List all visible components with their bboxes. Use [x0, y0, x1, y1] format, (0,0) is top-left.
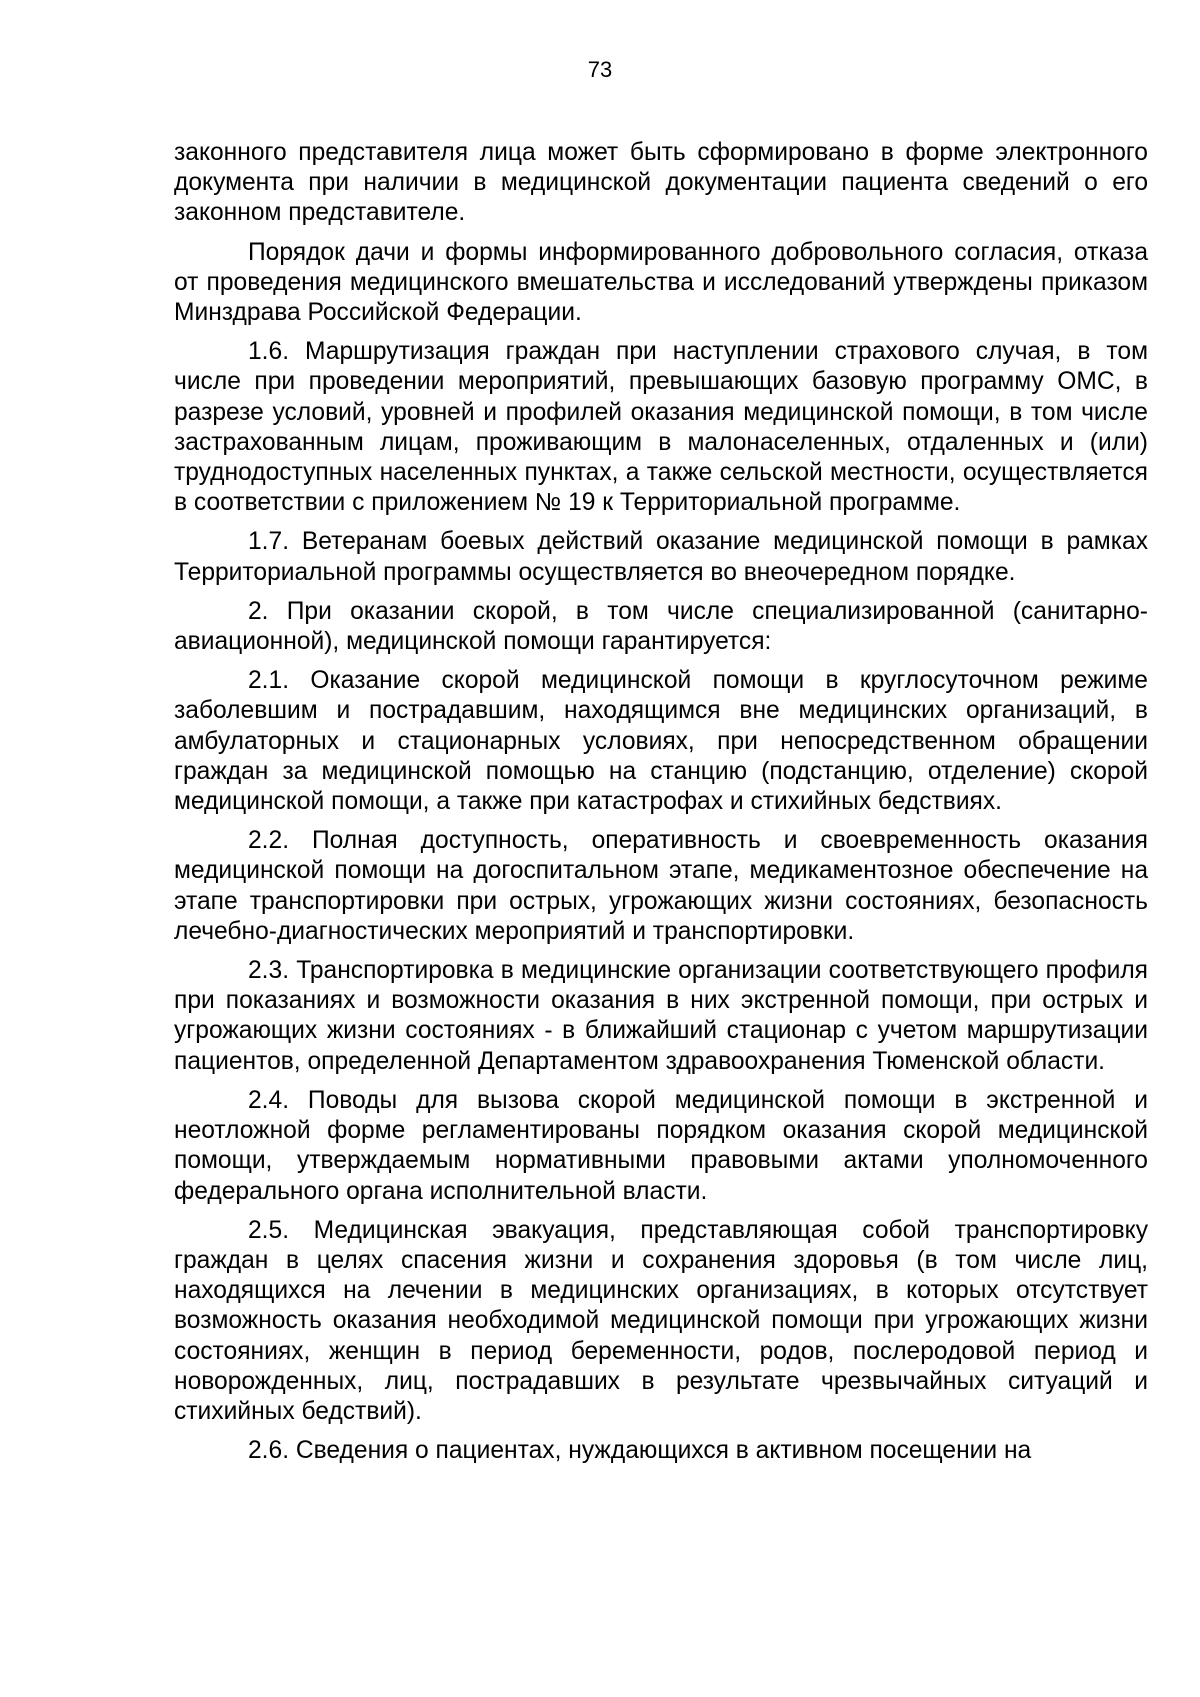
document-body [174, 138, 1148, 1475]
paragraph-2-3: 2.3. Транспортировка в медицинские организации соответствующего профиля при показаниях и возможности оказания в них экстренной помощи, при острых и угрожающих жизни состояниях - в ближайший стационар с учетом маршрутизации пациентов, определенной Департаментом здравоохранения Тюменской области. [174, 957, 1148, 1075]
paragraph-2-4: 2.4. Поводы для вызова скорой медицинской помощи в экстренной и неотложной форме регламентированы порядком оказания скорой медицинской помощи, утверждаемым нормативными правовыми актами уполномоченного федерального органа исполнительной власти. [174, 1086, 1148, 1205]
paragraph-1-6: 1.6. Маршрутизация граждан при наступлении страхового случая, в том числе при проведении мероприятий, превышающих базовую программу ОМС, в разрезе условий, уровней и профилей оказания медицинской помощи, в том числе застрахованным лицам, проживающим в малонаселенных, отдаленных и (или) труднодоступных населенных пунктах, а также сельской местности, осуществляется в соответствии с приложением № 19 к Территориальной программе. [174, 338, 1148, 517]
paragraph-consent-electronic: законного представителя лица может быть сформировано в форме электронного документа при наличии в медицинской документации пациента сведений о его законном представителе. [174, 139, 1148, 227]
paragraph-2: 2. При оказании скорой, в том числе специализированной (санитарно-авиационной), медицинской помощи гарантируется: [174, 597, 1148, 656]
page-number: 73 [587, 57, 613, 82]
paragraph-2-6: 2.6. Сведения о пациентах, нуждающихся в активном посещении на [248, 1437, 1032, 1465]
paragraph-1-7: 1.7. Ветеранам боевых действий оказание медицинской помощи в рамках Территориальной программы осуществляется во внеочередном порядке. [174, 528, 1148, 586]
paragraph-consent-procedure: Порядок дачи и формы информированного добровольного согласия, отказа от проведения медицинского вмешательства и исследований утверждены приказом Минздрава Российской Федерации. [174, 238, 1148, 327]
paragraph-2-2: 2.2. Полная доступность, оперативность и своевременность оказания медицинской помощи на догоспитальном этапе, медикаментозное обеспечение на этапе транспортировки при острых, угрожающих жизни состояниях, безопасность лечебно-диагностических мероприятий и транспортировки. [174, 827, 1148, 945]
paragraph-2-1: 2.1. Оказание скорой медицинской помощи в круглосуточном режиме заболевшим и пострадавшим, находящимся вне медицинских организаций, в амбулаторных и стационарных условиях, при непосредственном обращении граждан за медицинской помощью на станцию (подстанцию, отделение) скорой медицинской помощи, а также при катастрофах и стихийных бедствиях. [174, 667, 1148, 816]
paragraph-2-5: 2.5. Медицинская эвакуация, представляющая собой транспортировку граждан в целях спасения жизни и сохранения здоровья (в том числе лиц, находящихся на лечении в медицинских организациях, в которых отсутствует возможность оказания необходимой медицинской помощи при угрожающих жизни состояниях, женщин в период беременности, родов, послеродовой период и новорожденных, лиц, пострадавших в результате чрезвычайных ситуаций и стихийных бедствий). [174, 1216, 1148, 1425]
